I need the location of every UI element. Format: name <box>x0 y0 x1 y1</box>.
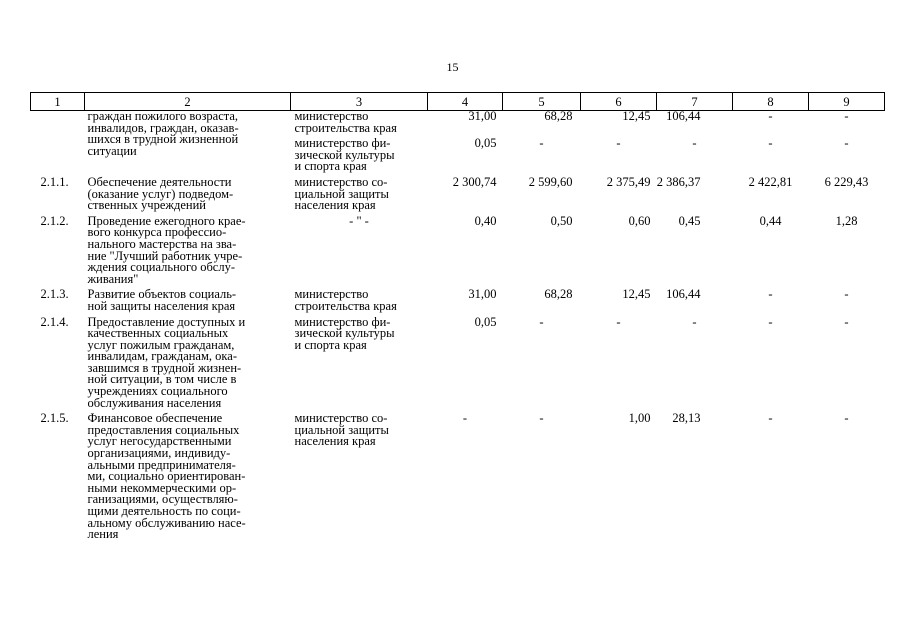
row-executor: министерство строительства края <box>294 287 397 313</box>
table-row <box>31 409 885 541</box>
row-value: - <box>844 109 849 123</box>
row-number: 2.1.2. <box>40 213 69 228</box>
row-value: 0,05 <box>474 136 497 151</box>
row-executor: министерство со- циальной защиты населения края <box>294 174 389 213</box>
header-col-3: 3 <box>291 93 428 111</box>
row-value: 106,44 <box>666 109 701 123</box>
row-value: - <box>539 136 544 151</box>
row-value: 2 375,49 <box>606 174 651 189</box>
row-number <box>31 111 85 173</box>
row-value: 0,45 <box>678 213 701 228</box>
header-col-8: 8 <box>733 93 809 111</box>
row-value: 1,28 <box>835 213 858 228</box>
row-value: 0,05 <box>474 314 497 329</box>
row-value: 1,00 <box>628 411 651 426</box>
row-name: Развитие объектов социаль- ной защиты населения края <box>87 287 237 313</box>
row-value: - <box>768 136 773 151</box>
table-row <box>31 173 885 212</box>
row-executor: министерство фи- зической культуры и спорта края <box>294 136 395 174</box>
row-number: 2.1.4. <box>40 314 69 329</box>
row-value: 2 599,60 <box>528 174 573 189</box>
row-value: - <box>768 411 773 426</box>
header-col-4: 4 <box>428 93 503 111</box>
row-value: 2 300,74 <box>452 174 497 189</box>
row-executor: - " - <box>349 213 369 228</box>
table-body <box>31 111 885 541</box>
program-table <box>30 92 885 541</box>
row-value: 12,45 <box>622 109 651 123</box>
header-col-6: 6 <box>581 93 657 111</box>
row-value: - <box>692 314 697 329</box>
row-value: 6 229,43 <box>824 174 869 189</box>
row-executor: министерство со- циальной защиты населения края <box>294 411 389 449</box>
row-value: 0,40 <box>474 213 497 228</box>
row-name: Проведение ежегодного крае- вого конкурса профессио- нального мастерства на зва- ние "Лучший работник учре- ждения социального обслу- живания" <box>87 213 246 286</box>
table-row <box>31 111 885 135</box>
row-value: 106,44 <box>666 287 701 302</box>
row-value: - <box>844 287 849 302</box>
header-col-7: 7 <box>657 93 733 111</box>
table-row <box>31 285 885 312</box>
row-value: 12,45 <box>622 287 651 302</box>
row-value: 0,50 <box>550 213 573 228</box>
row-value: - <box>844 411 849 426</box>
row-value: 0,44 <box>759 213 782 228</box>
page-number: 15 <box>446 60 459 74</box>
table-row <box>31 212 885 286</box>
header-col-5: 5 <box>503 93 581 111</box>
row-name: Финансовое обеспечение предоставления социальных услуг негосударственными организациями, индивиду- альными предпринимателя- ми, социально ориентирован- ными некоммерческими ор- ганизациями, осуществляю- щими деятельность по соци- альному обслуживанию насе- ления <box>87 411 246 542</box>
row-value: - <box>844 136 849 151</box>
row-value: - <box>768 109 773 123</box>
row-value: 0,60 <box>628 213 651 228</box>
row-value: 31,00 <box>468 109 497 123</box>
row-name: Обеспечение деятельности (оказание услуг) подведом- ственных учреждений <box>87 174 234 213</box>
row-value: 28,13 <box>672 411 701 426</box>
row-executor: министерство строительства края <box>294 109 397 135</box>
row-value: - <box>844 314 849 329</box>
row-value: - <box>692 136 697 151</box>
row-value: - <box>768 314 773 329</box>
row-value: - <box>539 411 544 426</box>
header-col-9: 9 <box>809 93 885 111</box>
row-value: - <box>616 314 621 329</box>
row-value: - <box>462 411 468 426</box>
header-col-1: 1 <box>31 93 85 111</box>
row-value: - <box>768 287 773 302</box>
row-value: 31,00 <box>468 287 497 302</box>
row-value: 68,28 <box>544 287 573 302</box>
header-col-2: 2 <box>85 93 291 111</box>
row-number: 2.1.3. <box>40 287 69 302</box>
row-executor: министерство фи- зической культуры и спорта края <box>294 314 395 352</box>
row-value: 68,28 <box>544 109 573 123</box>
table-row <box>31 313 885 410</box>
table-header-row <box>31 93 885 111</box>
row-number: 2.1.1. <box>40 174 69 189</box>
row-name: граждан пожилого возраста, инвалидов, граждан, оказав- шихся в трудной жизненной ситуации <box>87 109 239 158</box>
row-name: Предоставление доступных и качественных социальных услуг пожилым гражданам, инвалидам, гражданам, ока- завшимся в трудной жизнен- ной ситуации, в том числе в учреждениях социального обслуживания населения <box>87 314 246 410</box>
row-number: 2.1.5. <box>40 411 69 426</box>
row-value: 2 422,81 <box>748 174 793 189</box>
row-value: 2 386,37 <box>656 174 701 189</box>
row-value: - <box>616 136 621 151</box>
row-value: - <box>539 314 544 329</box>
